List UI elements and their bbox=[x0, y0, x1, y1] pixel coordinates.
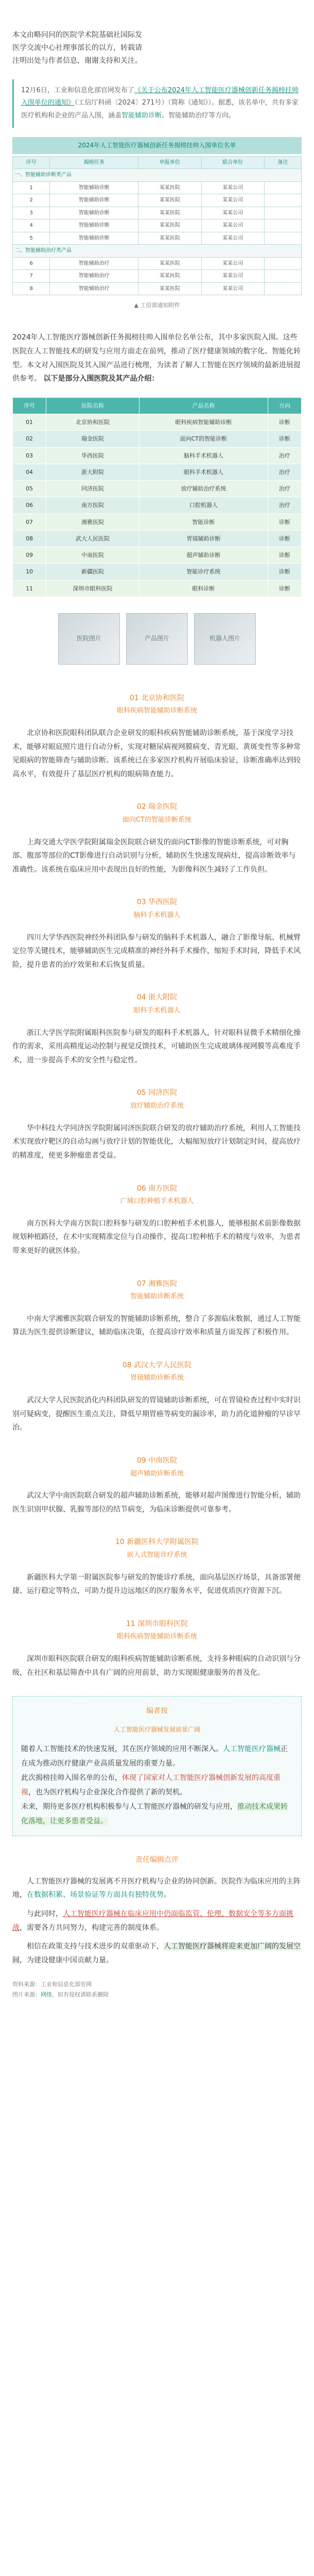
note-text: ，也为医疗机构与企业深化合作提供了新的契机。 bbox=[28, 1788, 187, 1797]
section-heading bbox=[12, 1359, 302, 1372]
cell: 某某医院 bbox=[138, 257, 201, 270]
cell: 智能辅助诊断 bbox=[50, 219, 138, 232]
section-heading bbox=[12, 1278, 302, 1291]
cell: 某某公司 bbox=[201, 257, 264, 270]
footer-label: 图片来源： bbox=[12, 1991, 41, 1998]
cell: 智能诊断 bbox=[139, 514, 268, 530]
section-org: 中南医院 bbox=[148, 1456, 178, 1465]
section-body: 浙江大学医学院附属眼科医院参与研发的眼科手术机器人，针对眼科显微手术精细化操作的需求，采用高精度运动控制与视觉反馈技术，可辅助医生完成玻璃体视网膜等高难度手术，进一步提高手术的安全性与稳定性。 bbox=[12, 1028, 301, 1064]
section-title: 超声辅助诊断系统 bbox=[130, 1469, 184, 1478]
cell: 深圳市眼科医院 bbox=[46, 580, 139, 597]
column-header: 产品名称 bbox=[139, 397, 268, 414]
cell: 北京协和医院 bbox=[46, 414, 139, 431]
cell: 新疆医院 bbox=[46, 564, 139, 580]
section-body: 南方医科大学南方医院口腔科参与研发的口腔种植手术机器人，能够根据术前影像数据规划种植路径，在术中实现精准定位与自动操作，提高口腔种植手术的精度与效率，为患者带来更好的就医体验。 bbox=[12, 1219, 301, 1255]
table-row bbox=[13, 481, 302, 497]
section-body: 中南大学湘雅医院联合研发的智能辅助诊断系统，整合了多源临床数据，通过人工智能算法为医生提供诊断建议，辅助临床决策，在提高诊疗效率和质量方面发挥了积极作用。 bbox=[12, 1314, 301, 1337]
section-org: 同济医院 bbox=[148, 1089, 178, 1097]
review-text: ，需要各方共同努力，构建完善的制度体系。 bbox=[20, 1923, 164, 1932]
column-header: 序号 bbox=[13, 156, 50, 169]
table-group-row bbox=[13, 245, 302, 258]
cell: 某某公司 bbox=[201, 232, 264, 245]
cell: 06 bbox=[13, 497, 46, 514]
hospital-section bbox=[12, 801, 302, 826]
section-number: 07 bbox=[136, 1279, 146, 1288]
cell: 5 bbox=[13, 232, 50, 245]
cell: 超声辅助诊断 bbox=[139, 547, 268, 564]
section-org: 深圳市眼科医院 bbox=[137, 1619, 188, 1628]
intro-line: 本文由略问问的医院学术院基础社国际发 bbox=[12, 31, 142, 39]
note-subtitle: 人工智能医疗器械发展前景广阔 bbox=[113, 1726, 200, 1734]
table-row bbox=[13, 232, 302, 245]
column-header: 揭榜任务 bbox=[50, 156, 138, 169]
table-row bbox=[13, 464, 302, 480]
review-highlight: 在数据积累、场景验证等方面具有独特优势 bbox=[27, 1891, 164, 1900]
cell: 治疗 bbox=[268, 447, 301, 464]
note-title: 编者按 bbox=[146, 1707, 168, 1716]
review-text: 与此同时， bbox=[27, 1910, 63, 1918]
article-footer bbox=[12, 1979, 302, 2000]
section-org: 南方医院 bbox=[148, 1184, 178, 1193]
cell bbox=[264, 282, 301, 295]
cell: 眼科手术机器人 bbox=[139, 464, 268, 480]
section-heading bbox=[12, 991, 302, 1004]
section-org: 新疆医科大学附属医院 bbox=[127, 1538, 199, 1547]
cell: 某某公司 bbox=[201, 270, 264, 283]
cell: 07 bbox=[13, 514, 46, 530]
column-header: 备注 bbox=[264, 156, 301, 169]
cell: 诊断 bbox=[268, 431, 301, 447]
cell: 某某医院 bbox=[138, 207, 201, 219]
cell: 诊断 bbox=[268, 514, 301, 530]
cell: 8 bbox=[13, 282, 50, 295]
section-heading bbox=[12, 896, 302, 909]
section-title: 眼科疾病智能辅助诊断系统 bbox=[116, 707, 197, 715]
section-number: 08 bbox=[122, 1361, 132, 1369]
hospital-section bbox=[12, 991, 302, 1016]
hospital-section bbox=[12, 1536, 302, 1561]
cell: 某某医院 bbox=[138, 282, 201, 295]
hospital-section bbox=[12, 1182, 302, 1208]
cell: 02 bbox=[13, 431, 46, 447]
column-header: 序号 bbox=[13, 397, 46, 414]
section-heading bbox=[12, 801, 302, 814]
cell: 智能辅助治疗 bbox=[50, 270, 138, 283]
note-text: 未来，期待更多医疗机构积极参与人工智能医疗器械的研发与应用， bbox=[21, 1803, 237, 1811]
table-header-row bbox=[13, 397, 302, 414]
review-paragraph bbox=[12, 1907, 302, 1935]
section-org: 华西医院 bbox=[148, 898, 178, 907]
intro-line: 注明出处与作者信息，谢谢支持和关注。 bbox=[12, 57, 142, 65]
section-heading bbox=[12, 1087, 302, 1099]
table-header-row bbox=[13, 156, 302, 169]
hospital-section bbox=[12, 1278, 302, 1303]
overview-body bbox=[13, 414, 302, 597]
cell: 武大人民医院 bbox=[46, 530, 139, 547]
column-header: 医院名称 bbox=[46, 397, 139, 414]
cell bbox=[264, 232, 301, 245]
section-body: 武汉大学中南医院联合研发的超声辅助诊断系统，能够对超声图像进行智能分析，辅助医生识别甲状腺、乳腺等部位的结节病变，为临床诊断提供可靠参考。 bbox=[12, 1492, 301, 1514]
editor-note bbox=[12, 1696, 302, 1836]
footer-text: 工业和信息化部官网 bbox=[41, 1981, 92, 1988]
section-title: 胃镜辅助诊断系统 bbox=[130, 1374, 184, 1382]
cell: 2 bbox=[13, 194, 50, 207]
table-row bbox=[13, 282, 302, 295]
section-number: 09 bbox=[136, 1456, 146, 1465]
intro-line: 医学交流中心社理事部长的以方，转载请 bbox=[12, 44, 142, 53]
section-number: 03 bbox=[136, 898, 146, 907]
cell: 智能辅助治疗 bbox=[50, 257, 138, 270]
cell: 诊断 bbox=[268, 580, 301, 597]
cell: 面向CT的智能诊断 bbox=[139, 431, 268, 447]
footer-highlight: 网络 bbox=[41, 1991, 52, 1998]
column-header: 方向 bbox=[268, 397, 301, 414]
article-intro bbox=[12, 0, 302, 68]
table-group-row bbox=[13, 169, 302, 182]
cell: 治疗 bbox=[268, 464, 301, 480]
lead-bold: 以下是部分入围医院及其产品介绍： bbox=[43, 375, 159, 383]
cell bbox=[264, 257, 301, 270]
photo-placeholder: 产品图片 bbox=[126, 613, 188, 665]
review-highlight: 人工智能医疗器械将迎来更加广阔的发展空间 bbox=[12, 1942, 301, 1964]
section-title: 脑科手术机器人 bbox=[133, 911, 181, 919]
section-body: 深圳市眼科医院联合研发的眼科疾病智能辅助诊断系统，支持多种眼病的自动识别与分级，在社区和基层筛查中具有广阔的应用前景，助力实现眼健康服务的普及化。 bbox=[12, 1655, 301, 1677]
note-text: 此次揭榜挂帅入围名单的公布， bbox=[21, 1774, 122, 1783]
cell: 智能辅助诊断 bbox=[50, 232, 138, 245]
review-text: 人工智能医疗器械的发展离不开医疗机构与企业的协同创新。医院作为临床应用的主阵地， bbox=[12, 1877, 301, 1900]
cell: 某某医院 bbox=[138, 232, 201, 245]
cell bbox=[264, 270, 301, 283]
column-header: 申报单位 bbox=[138, 156, 201, 169]
cell: 某某公司 bbox=[201, 181, 264, 194]
table-row bbox=[13, 181, 302, 194]
cell: 某某医院 bbox=[138, 270, 201, 283]
table-row bbox=[13, 514, 302, 530]
notice-highlight: 智能辅助诊断 bbox=[121, 111, 162, 120]
note-text: 正在成为推动医疗健康产业高质量发展的重要力量。 bbox=[21, 1745, 288, 1768]
note-emphasis: 体现了国家对人工智能医疗器械创新发展的高度重视 bbox=[21, 1774, 281, 1797]
section-number: 02 bbox=[136, 803, 146, 811]
hospital-section bbox=[12, 1087, 302, 1112]
cell: 胃镜辅助诊断 bbox=[139, 530, 268, 547]
cell: 诊断 bbox=[268, 414, 301, 431]
document-caption: ▲ 工信部通知附件 bbox=[134, 302, 180, 309]
cell: 治疗 bbox=[268, 497, 301, 514]
document-table bbox=[12, 156, 302, 296]
section-title: 嵌入式智能诊疗系统 bbox=[127, 1551, 187, 1559]
cell: 脑科手术机器人 bbox=[139, 447, 268, 464]
table-row bbox=[13, 414, 302, 431]
section-org: 武汉大学人民医院 bbox=[134, 1361, 192, 1369]
cell: 某某公司 bbox=[201, 282, 264, 295]
notice-text: 12月6日，工业和信息化部官网发布了 bbox=[21, 86, 134, 94]
section-body: 武汉大学人民医院消化内科团队研发的胃镜辅助诊断系统，可在胃镜检查过程中实时识别可疑病变，提醒医生重点关注，降低早期胃癌等病变的漏诊率，助力消化道肿瘤的早诊早治。 bbox=[12, 1396, 301, 1432]
cell: 智能诊疗系统 bbox=[139, 564, 268, 580]
cell: 某某公司 bbox=[201, 219, 264, 232]
review-paragraph bbox=[12, 1875, 302, 1902]
footer-text: ，如有侵权请联系删除 bbox=[52, 1991, 109, 1998]
cell: 08 bbox=[13, 530, 46, 547]
notice-quote bbox=[12, 79, 302, 128]
hospital-sections bbox=[12, 692, 302, 1680]
section-heading bbox=[12, 1536, 302, 1549]
cell: 4 bbox=[13, 219, 50, 232]
section-title: 广域口腔种植手术机器人 bbox=[120, 1197, 194, 1205]
section-org: 湘雅医院 bbox=[148, 1279, 178, 1288]
section-number: 10 bbox=[115, 1538, 125, 1547]
table-row bbox=[13, 194, 302, 207]
review-emphasis: 人工智能医疗器械在临床应用中仍面临监管、伦理、数据安全等多方面挑战 bbox=[12, 1910, 293, 1932]
cell: 智能辅助诊断 bbox=[50, 181, 138, 194]
footer-source bbox=[12, 1979, 302, 1990]
review-title: 责任编辑点评 bbox=[135, 1856, 179, 1865]
section-number: 11 bbox=[126, 1619, 135, 1628]
section-body: 北京协和医院眼科团队联合企业研发的眼科疾病智能辅助诊断系统，基于深度学习技术，能够对眼底照片进行自动分析，实现对糖尿病视网膜病变、青光眼、黄斑变性等多种常见眼病的智能筛查与辅助诊断。该系统已在多家医疗机构开展临床验证，诊断准确率达到较高水平，有效提升了基层医疗机构的眼病筛查能力。 bbox=[12, 729, 301, 778]
table-row bbox=[13, 431, 302, 447]
section-title: 眼科疾病智能辅助诊断系统 bbox=[116, 1633, 197, 1641]
section-heading bbox=[12, 692, 302, 705]
document-header: 2024年人工智能医疗器械创新任务揭榜挂帅入围单位名单 bbox=[12, 137, 302, 154]
review-text: 相信在政策支持与技术进步的双重驱动下， bbox=[27, 1942, 164, 1951]
lead-paragraph bbox=[12, 331, 302, 385]
cell: 某某医院 bbox=[138, 194, 201, 207]
notice-text: （工信厅科函〔2024〕271号）（简称《通知》）。 bbox=[75, 99, 218, 107]
group-label: 一、智能辅助诊断类产品 bbox=[13, 169, 302, 182]
cell: 01 bbox=[13, 414, 46, 431]
review-body bbox=[12, 1875, 302, 1968]
review-text: ，为建设健康中国贡献力量。 bbox=[20, 1956, 113, 1964]
hospital-section bbox=[12, 896, 302, 921]
cell: 湘雅医院 bbox=[46, 514, 139, 530]
section-heading bbox=[12, 1182, 302, 1195]
section-org: 北京协和医院 bbox=[141, 693, 185, 702]
cell: 04 bbox=[13, 464, 46, 480]
notice-link[interactable]: 《关于公布2024年人工智能医疗器械创新任务揭榜挂帅入围单位的通知》 bbox=[21, 86, 299, 107]
table-row bbox=[13, 547, 302, 564]
section-org: 瑞金医院 bbox=[148, 803, 178, 811]
notice-text: 、智能辅助治疗等方向。 bbox=[162, 111, 236, 120]
cell: 1 bbox=[13, 181, 50, 194]
cell bbox=[264, 219, 301, 232]
review-text: 。 bbox=[164, 1891, 171, 1900]
cell: 华西医院 bbox=[46, 447, 139, 464]
cell: 诊断 bbox=[268, 564, 301, 580]
cell: 03 bbox=[13, 447, 46, 464]
image-gallery bbox=[12, 605, 302, 672]
section-body: 新疆医科大学第一附属医院参与研发的智能诊疗系统，面向基层医疗场景，具备部署便捷、运行稳定等特点，可助力提升边远地区的医疗服务水平，促进优质医疗资源下沉。 bbox=[12, 1573, 301, 1596]
cell: 诊断 bbox=[268, 530, 301, 547]
section-body: 华中科技大学同济医学院附属同济医院联合研发的放疗辅助治疗系统，利用人工智能技术实现放疗靶区的自动勾画与放疗计划的智能优化，大幅缩短放疗计划制定时间，提高放疗的精准度，使更多肿瘤患者受益。 bbox=[12, 1124, 301, 1160]
section-title: 眼科手术机器人 bbox=[133, 1006, 181, 1014]
table-row bbox=[13, 564, 302, 580]
cell: 口腔机器人 bbox=[139, 497, 268, 514]
notice-text: 据悉，该名单中，共有多家医疗机构和企业的产品入围，涵盖 bbox=[21, 99, 299, 120]
section-heading bbox=[12, 1618, 302, 1631]
cell: 智能辅助治疗 bbox=[50, 282, 138, 295]
note-text: 随着人工智能技术的快速发展，其在医疗领域的应用不断深入。 bbox=[21, 1745, 223, 1754]
cell: 瑞金医院 bbox=[46, 431, 139, 447]
section-number: 06 bbox=[136, 1184, 146, 1193]
cell: 南方医院 bbox=[46, 497, 139, 514]
section-title: 智能辅助诊断系统 bbox=[130, 1293, 184, 1301]
table-row bbox=[13, 207, 302, 219]
table-row bbox=[13, 257, 302, 270]
cell bbox=[264, 194, 301, 207]
hospital-section bbox=[12, 1454, 302, 1480]
cell bbox=[264, 207, 301, 219]
section-number: 01 bbox=[129, 693, 139, 702]
cell: 眼科疾病智能辅助诊断 bbox=[139, 414, 268, 431]
cell: 浙大附院 bbox=[46, 464, 139, 480]
note-paragraph bbox=[21, 1771, 293, 1800]
photo-placeholder: 机器人图片 bbox=[194, 613, 256, 665]
hospital-section bbox=[12, 692, 302, 717]
section-body: 四川大学华西医院神经外科团队参与研发的脑科手术机器人，融合了影像导航、机械臂定位等关键技术，能够辅助医生完成精准的神经外科手术操作，缩短手术时间，降低手术风险，提升患者的治疗效果和术后恢复质量。 bbox=[12, 933, 301, 969]
cell: 某某医院 bbox=[138, 219, 201, 232]
table-row bbox=[13, 530, 302, 547]
note-paragraph bbox=[21, 1742, 293, 1771]
table-row bbox=[13, 270, 302, 283]
cell: 7 bbox=[13, 270, 50, 283]
cell: 放疗辅助治疗系统 bbox=[139, 481, 268, 497]
cell: 某某公司 bbox=[201, 194, 264, 207]
lead-text: 2024年人工智能医疗器械创新任务揭榜挂帅入围单位名单公布，其中多家医院入围。这些医院在人工智能技术的研发与应用方面走在前列，推动了医疗健康领域的数字化、智能化转型。本文对入围医院及其入围产品进行梳理，为读者了解人工智能在医疗领域的最新进展提供参考。 bbox=[12, 333, 301, 383]
section-number: 05 bbox=[136, 1089, 146, 1097]
cell: 11 bbox=[13, 580, 46, 597]
cell: 同济医院 bbox=[46, 481, 139, 497]
cell bbox=[264, 181, 301, 194]
note-highlight: 人工智能医疗器械 bbox=[223, 1745, 281, 1754]
section-title: 放疗辅助治疗系统 bbox=[130, 1101, 184, 1110]
table-row bbox=[13, 447, 302, 464]
cell: 3 bbox=[13, 207, 50, 219]
section-org: 浙大附院 bbox=[148, 993, 178, 1002]
table-row bbox=[13, 219, 302, 232]
hospital-section bbox=[12, 1359, 302, 1384]
table-row bbox=[13, 580, 302, 597]
cell: 某某公司 bbox=[201, 207, 264, 219]
cell: 某某医院 bbox=[138, 181, 201, 194]
cell: 10 bbox=[13, 564, 46, 580]
cell: 智能辅助诊断 bbox=[50, 194, 138, 207]
hospital-section bbox=[12, 1618, 302, 1643]
cell: 诊断 bbox=[268, 547, 301, 564]
column-header: 联合单位 bbox=[201, 156, 264, 169]
table-row bbox=[13, 497, 302, 514]
cell: 6 bbox=[13, 257, 50, 270]
section-number: 04 bbox=[136, 993, 146, 1002]
photo-placeholder: 医院图片 bbox=[58, 613, 120, 665]
cell: 治疗 bbox=[268, 481, 301, 497]
section-body: 上海交通大学医学院附属瑞金医院联合研发的面向CT影像的智能诊断系统，可对胸部、腹部等部位的CT影像进行自动识别与分析，辅助医生快速发现病灶，提高诊断效率与准确性。该系统在临床应用中表现出良好的性能，为影像科医生减轻了工作负担。 bbox=[12, 838, 296, 874]
section-heading bbox=[12, 1454, 302, 1467]
section-title: 面向CT的智能诊断系统 bbox=[122, 816, 192, 824]
note-paragraph bbox=[21, 1800, 293, 1828]
footer-label: 资料来源： bbox=[12, 1981, 41, 1988]
cell: 09 bbox=[13, 547, 46, 564]
cell: 05 bbox=[13, 481, 46, 497]
footer-image-source bbox=[12, 1990, 302, 2000]
cell: 中南医院 bbox=[46, 547, 139, 564]
review-paragraph bbox=[12, 1940, 302, 1967]
group-label: 二、智能辅助治疗类产品 bbox=[13, 245, 302, 258]
cell: 智能辅助诊断 bbox=[50, 207, 138, 219]
overview-table bbox=[12, 397, 302, 597]
cell: 眼科诊断 bbox=[139, 580, 268, 597]
note-highlight: 推动技术成果转化落地，让更多患者受益。 bbox=[21, 1803, 288, 1826]
